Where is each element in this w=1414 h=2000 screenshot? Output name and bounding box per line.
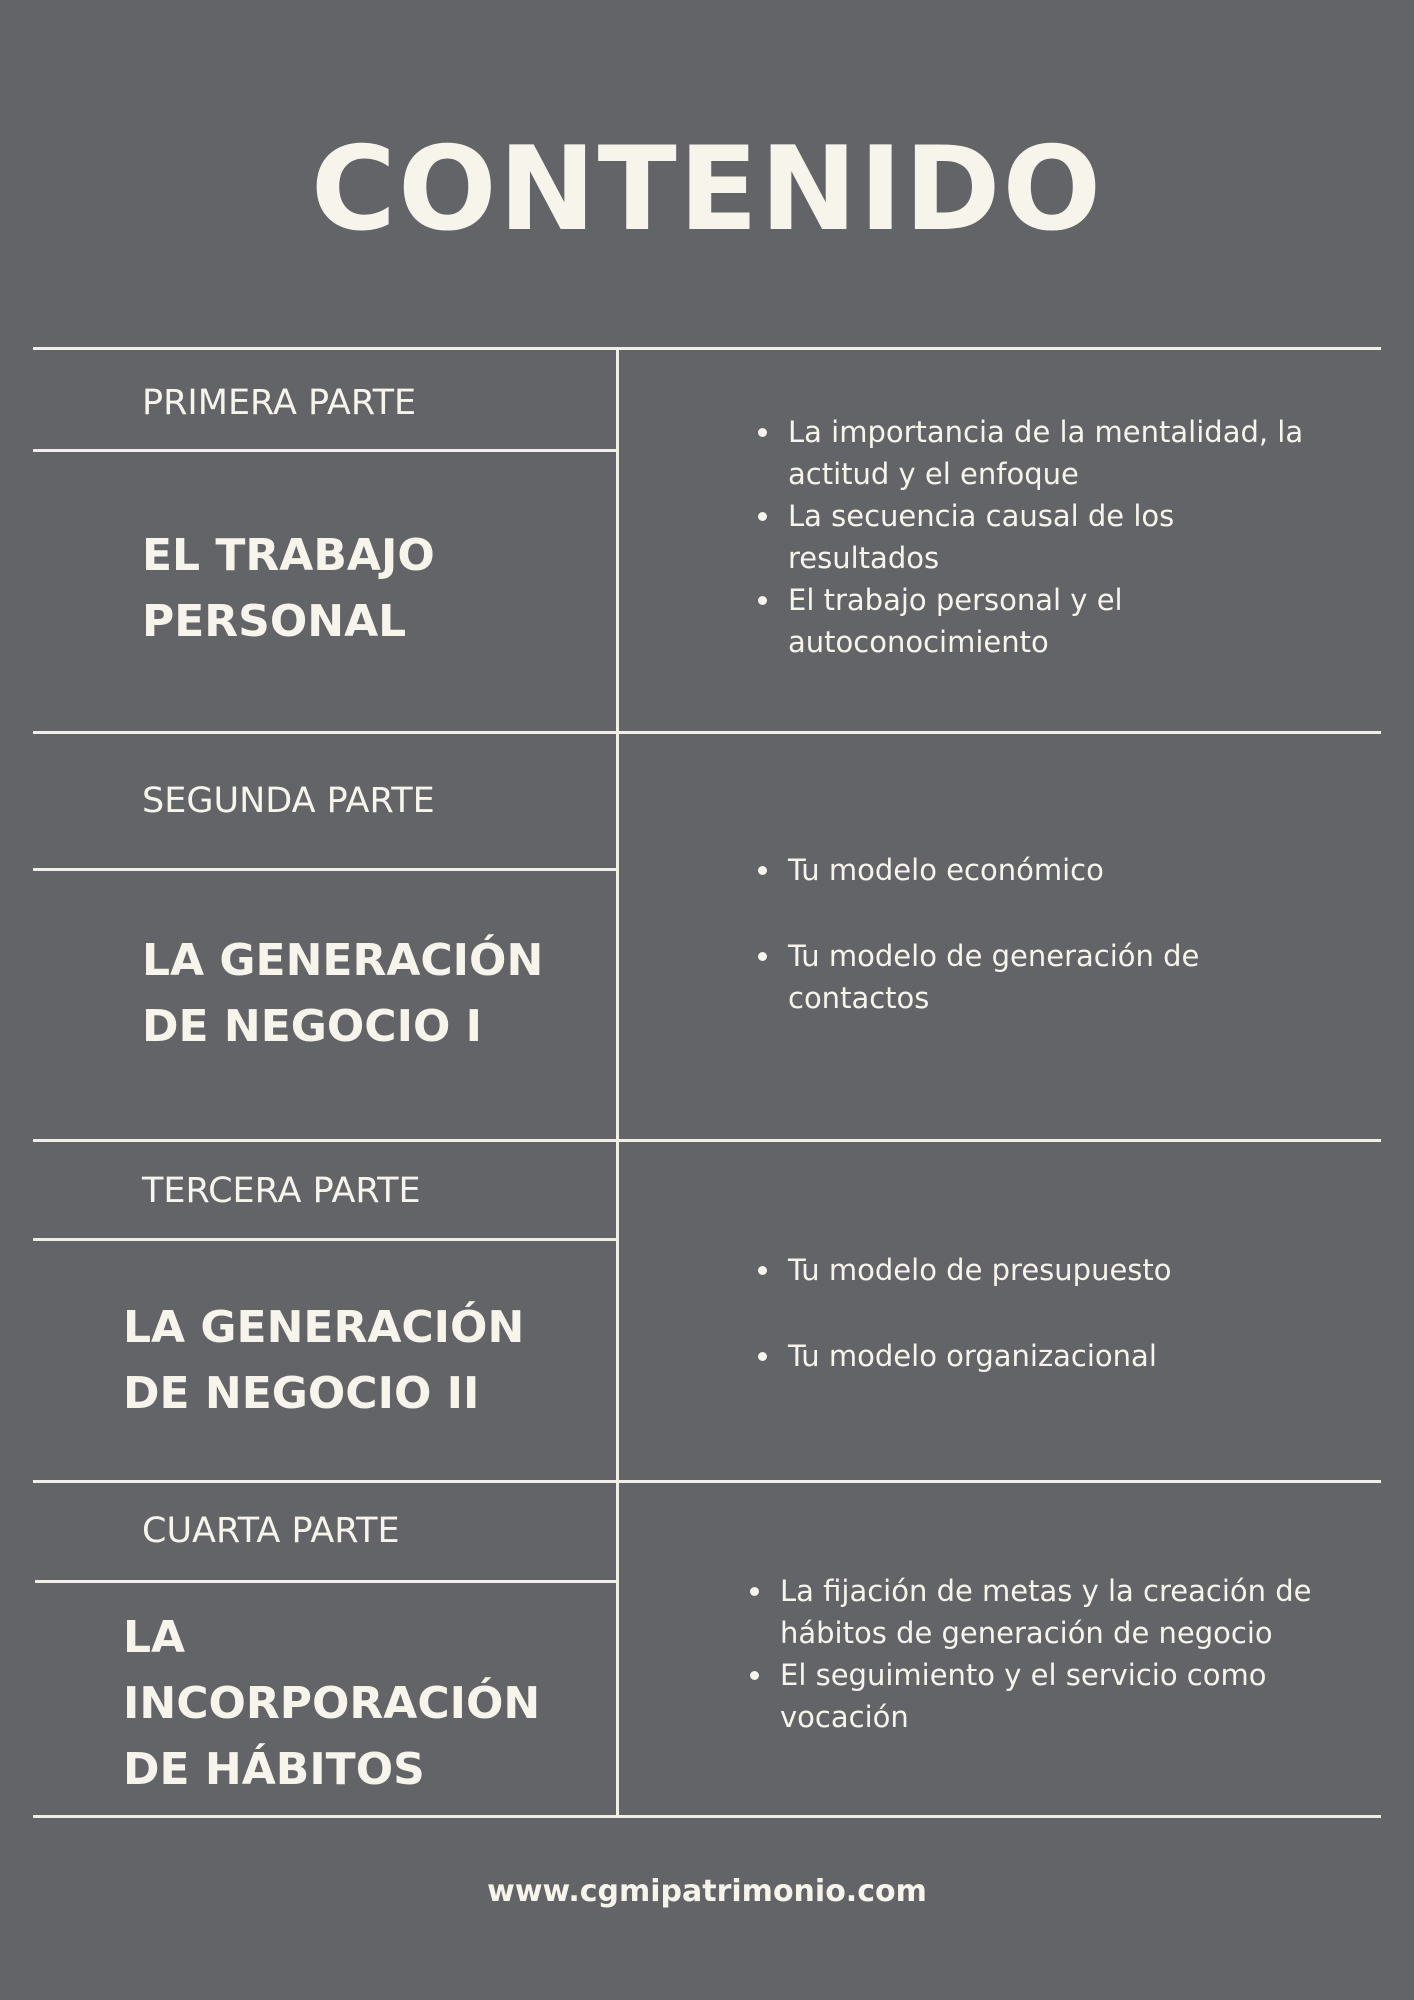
label-underline-3: [33, 1238, 619, 1241]
table-bottom-rule: [33, 1815, 1381, 1818]
topics-list: [748, 1570, 1328, 1738]
part-name: EL TRABAJO PERSONAL: [142, 530, 435, 647]
part-name: LA INCORPORACIÓN DE HÁBITOS: [123, 1612, 541, 1795]
part-label: TERCERA PARTE: [142, 1171, 421, 1211]
list-item: La secuencia causal de los resultados: [756, 495, 1316, 579]
topics-list: [756, 1249, 1316, 1377]
list-item: El seguimiento y el servicio como vocación: [748, 1654, 1328, 1738]
list-item: La importancia de la mentalidad, la actitud y el enfoque: [756, 411, 1316, 495]
table-top-rule: [33, 347, 1381, 350]
website-link[interactable]: www.cgmipatrimonio.com: [487, 1874, 927, 1909]
part-name: LA GENERACIÓN DE NEGOCIO II: [123, 1302, 525, 1419]
column-divider: [616, 347, 619, 1818]
part-name: LA GENERACIÓN DE NEGOCIO I: [142, 935, 544, 1052]
part-label: PRIMERA PARTE: [142, 383, 417, 423]
label-underline-4: [35, 1580, 619, 1583]
topics-list: [756, 411, 1316, 663]
topics-list: [756, 849, 1316, 1019]
list-item: Tu modelo de generación de contactos: [756, 935, 1316, 1019]
part-label: SEGUNDA PARTE: [142, 781, 435, 821]
list-item: El trabajo personal y el autoconocimiento: [756, 579, 1316, 663]
list-item: Tu modelo organizacional: [756, 1335, 1316, 1377]
section-divider-3: [33, 1480, 1381, 1483]
label-underline-2: [33, 868, 619, 871]
list-item: Tu modelo económico: [756, 849, 1316, 891]
section-divider-1: [33, 731, 1381, 734]
label-underline-1: [33, 449, 619, 452]
list-item: Tu modelo de presupuesto: [756, 1249, 1316, 1291]
part-label: CUARTA PARTE: [142, 1511, 400, 1551]
section-divider-2: [33, 1139, 1381, 1142]
list-item: La fijación de metas y la creación de hábitos de generación de negocio: [748, 1570, 1328, 1654]
page-title: CONTENIDO: [310, 122, 1104, 257]
